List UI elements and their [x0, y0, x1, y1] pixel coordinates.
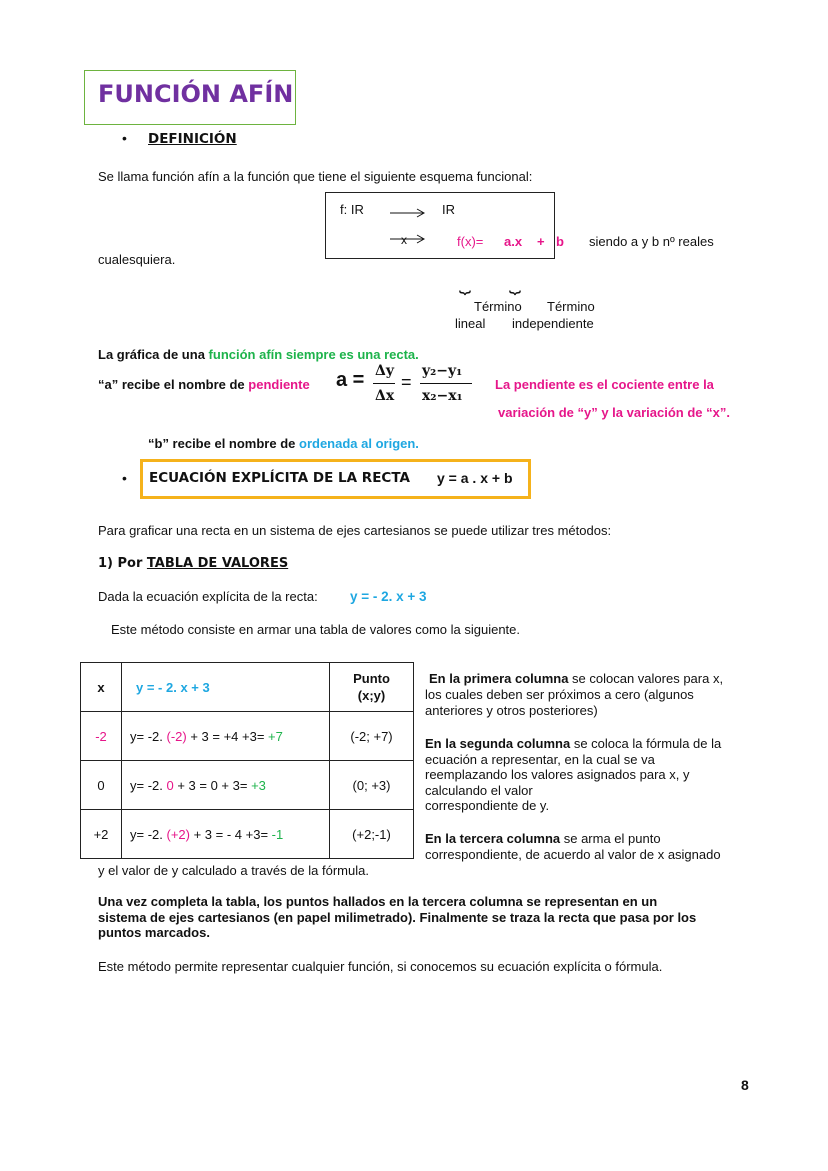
- formula-xvalue: (+2): [166, 826, 190, 842]
- formula-result: +7: [268, 728, 283, 744]
- fraction-bar: [420, 383, 472, 384]
- mapsto-arrow-icon: [388, 232, 428, 246]
- col1-bold: En la primera columna: [429, 671, 569, 686]
- cell-point: (-2; +7): [330, 712, 414, 761]
- cell-formula: [122, 712, 330, 761]
- col3-bold: En la tercera columna: [425, 831, 561, 846]
- variable-x: x: [401, 233, 407, 247]
- col2-line: calculando el valor: [425, 782, 533, 798]
- termino-label: Término: [547, 299, 595, 314]
- este-metodo-text: Este método consiste en armar una tabla de valores como la siguiente.: [111, 622, 521, 637]
- cell-formula: [122, 761, 330, 810]
- col3-explanation: [425, 831, 721, 862]
- fraction-bar: [373, 383, 395, 384]
- brace-icon: ⏟: [509, 272, 521, 294]
- ordenada-highlight: ordenada al origen.: [299, 436, 419, 451]
- ordenada-text: [148, 436, 419, 451]
- termino-label: Término: [474, 299, 522, 314]
- codomain-label: IR: [442, 202, 455, 217]
- final-text: Este método permite representar cualquier función, si conocemos su ecuación explícita o fórmula.: [98, 959, 663, 974]
- cell-point: (+2;-1): [330, 810, 414, 859]
- formula-mid: + 3 = - 4 +3=: [189, 826, 272, 842]
- grafica-text: [98, 347, 419, 362]
- plus-sign: +: [537, 234, 545, 249]
- header-x: x: [81, 663, 122, 712]
- definicion-intro: Se llama función afín a la función que tiene el siguiente esquema funcional:: [98, 169, 533, 184]
- formula-mid: + 3 = 0 + 3=: [173, 777, 252, 793]
- bullet: •: [122, 130, 127, 146]
- col2-line: se coloca la fórmula de la: [570, 736, 722, 751]
- ecuacion-label: ECUACIÓN EXPLÍCITA DE LA RECTA: [149, 470, 410, 486]
- col1-explanation: [429, 671, 723, 687]
- col1-line: anteriores y otros posteriores): [425, 702, 598, 718]
- formula-result: -1: [271, 826, 284, 842]
- cell-x: -2: [81, 712, 122, 761]
- cell-x: +2: [81, 810, 122, 859]
- dada-equation: y = - 2. x + 3: [350, 589, 427, 604]
- bullet: •: [122, 470, 127, 486]
- ecuacion-formula: y = a . x + b: [437, 470, 513, 486]
- table-header-row: [81, 663, 414, 712]
- metodo1-name: TABLA DE VALORES: [146, 556, 289, 571]
- page-title: FUNCIÓN AFÍN: [98, 80, 294, 108]
- fx-label: f(x)=: [457, 234, 484, 249]
- pendiente-note-2: variación de “y” y la variación de “x”.: [498, 405, 730, 420]
- b-term: b: [556, 234, 564, 249]
- values-table: [80, 662, 414, 859]
- pendiente-text: [98, 377, 310, 392]
- formula-result: +3: [251, 777, 266, 793]
- col3-line-end: y el valor de y calculado a través de la fórmula.: [98, 863, 369, 878]
- domain-label: f: IR: [340, 202, 364, 217]
- header-equation: y = - 2. x + 3: [122, 663, 330, 712]
- lineal-label: lineal: [455, 316, 486, 331]
- col1-line: los cuales deben ser próximos a cero (algunos: [425, 687, 694, 702]
- independiente-label: independiente: [512, 316, 594, 331]
- pendiente-note-1: La pendiente es el cociente entre la: [495, 377, 714, 392]
- col2-explanation: [425, 736, 721, 814]
- x2-minus-x1: x₂−x₁: [422, 388, 463, 404]
- conclusion: [98, 894, 696, 941]
- col1-explanation-cont: [425, 687, 694, 718]
- formula-pre: y= -2.: [130, 728, 167, 744]
- formula-pre: y= -2.: [130, 826, 167, 842]
- arrow-icon: [388, 204, 428, 218]
- col2-line: reemplazando los valores asignados para x, y: [425, 767, 690, 782]
- metodos-intro: Para graficar una recta en un sistema de ejes cartesianos se puede utilizar tres métodos:: [98, 523, 612, 538]
- conclusion-line: puntos marcados.: [98, 925, 210, 940]
- cell-x: 0: [81, 761, 122, 810]
- col2-bold: En la segunda columna: [425, 736, 571, 751]
- col2-line: correspondiente de y.: [425, 798, 550, 813]
- formula-mid: + 3 = +4 +3=: [186, 728, 269, 744]
- header-punto-2: (x;y): [357, 688, 386, 703]
- metodo1-heading: [98, 556, 288, 571]
- grafica-highlight: función afín siempre es una recta.: [208, 347, 419, 362]
- grafica-pre: La gráfica de una: [98, 347, 209, 362]
- cell-formula: [122, 810, 330, 859]
- col3-line: se arma el punto: [560, 831, 661, 846]
- delta-y: Δy: [375, 363, 394, 379]
- cualesquiera-text: cualesquiera.: [98, 252, 176, 267]
- cell-point: (0; +3): [330, 761, 414, 810]
- definicion-heading: DEFINICIÓN: [148, 131, 237, 147]
- header-punto-1: Punto: [353, 671, 390, 686]
- table-row: [81, 712, 414, 761]
- metodo1-num: 1) Por: [98, 556, 147, 571]
- delta-x: Δx: [375, 388, 395, 404]
- table-row: [81, 761, 414, 810]
- formula-pre: y= -2.: [130, 777, 167, 793]
- col3-line: correspondiente, de acuerdo al valor de x asignado: [425, 846, 721, 862]
- dada-text: Dada la ecuación explícita de la recta:: [98, 589, 318, 604]
- page-number: 8: [741, 1077, 749, 1093]
- ordenada-pre: “b” recibe el nombre de: [148, 436, 299, 451]
- pendiente-pre: “a” recibe el nombre de: [98, 377, 249, 392]
- a-equals: a =: [336, 369, 365, 391]
- conclusion-line: Una vez completa la tabla, los puntos hallados en la tercera columna se representan en un: [98, 894, 658, 909]
- table-row: [81, 810, 414, 859]
- ax-term: a.x: [504, 234, 523, 249]
- header-punto: [330, 663, 414, 712]
- pendiente-highlight: pendiente: [248, 377, 310, 392]
- col1-line: se colocan valores para x,: [568, 671, 724, 686]
- equals-sign: =: [401, 372, 412, 392]
- col2-line: ecuación a representar, en la cual se va: [425, 751, 655, 767]
- brace-icon: ⏟: [459, 272, 471, 294]
- siendo-text: siendo a y b nº reales: [589, 234, 714, 249]
- formula-xvalue: 0: [166, 777, 174, 793]
- formula-xvalue: (-2): [166, 728, 187, 744]
- y2-minus-y1: y₂−y₁: [422, 363, 463, 379]
- conclusion-line: sistema de ejes cartesianos (en papel milimetrado). Finalmente se traza la recta que pasa por los: [98, 909, 697, 925]
